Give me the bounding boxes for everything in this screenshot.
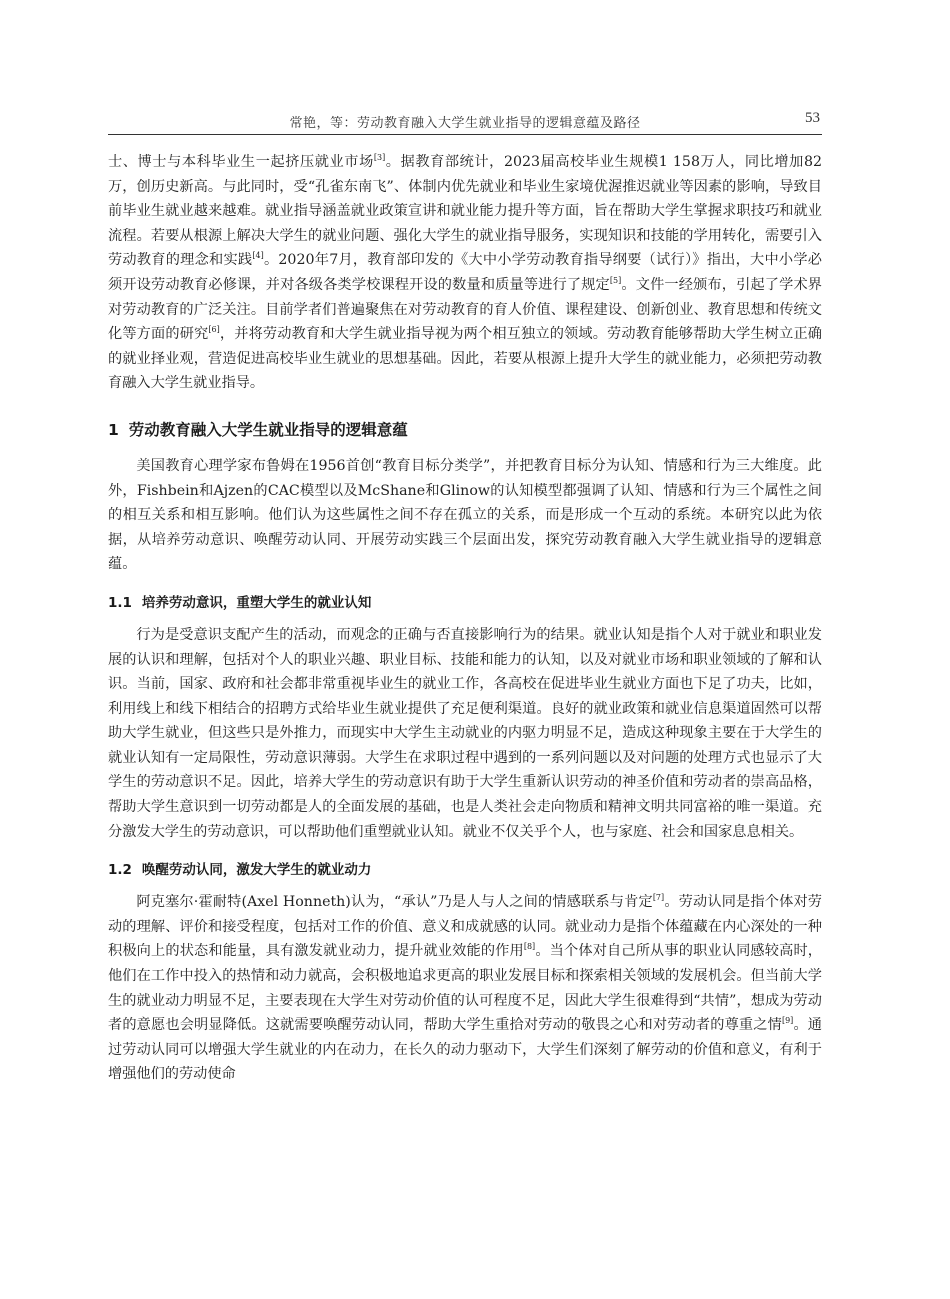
subsection-title: 培养劳动意识，重塑大学生的就业认知 bbox=[141, 594, 372, 611]
subsection-paragraph: 行为是受意识支配产生的活动，而观念的正确与否直接影响行为的结果。就业认知是指个人对于就业和职业发展的认识和理解，包括对个人的职业兴趣、职业目标、技能和能力的认知，以及对就业市场和职业领域的了解和认识。当前，国家、政府和社会都非常重视毕业生的就业工作，各高校在促进毕业生就业方面也下足了功夫，比如，利用线上和线下相结合的招聘方式给毕业生就业提供了充足便利渠道。良好的就业政策和就业信息渠道固然可以帮助大学生就业，但这些只是外推力，而现实中大学生主动就业的内驱力明显不足，造成这种现象主要在于大学生的就业认知有一定局限性，劳动意识薄弱。大学生在求职过程中遇到的一系列问题以及对问题的处理方式也显示了大学生的劳动意识不足。因此，培养大学生的劳动意识有助于大学生重新认识劳动的神圣价值和劳动者的崇高品格，帮助大学生意识到一切劳动都是人的全面发展的基础，也是人类社会走向物质和精神文明共同富裕的唯一渠道。充分激发大学生的劳动意识，可以帮助他们重塑就业认知。就业不仅关乎个人，也与家庭、社会和国家息息相关。 bbox=[108, 626, 822, 840]
text-run: 。通过劳动认同可以增强大学生就业的内在动力，在长久的动力驱动下，大学生们深刻了解劳动的价值和意义，有利于增强他们的劳动使命 bbox=[108, 1017, 822, 1083]
section-number: 1 bbox=[108, 420, 119, 439]
citation-ref: [9] bbox=[781, 1016, 794, 1026]
text-run: 。2020年7月，教育部印发的《大中小学劳动教育指导纲要（试行）》指出，大中小学必须开设劳动教育必修课，并对各级各类学校课程开设的数量和质量等进行了规定 bbox=[108, 252, 822, 293]
article-body bbox=[108, 150, 822, 1087]
citation-ref: [6] bbox=[208, 325, 220, 335]
citation-ref: [5] bbox=[609, 275, 622, 285]
subsection-number: 1.2 bbox=[108, 862, 132, 879]
text-run: 士、博士与本科毕业生一起挤压就业市场 bbox=[108, 154, 374, 170]
subsection-heading bbox=[108, 858, 822, 882]
intro-paragraph bbox=[108, 150, 822, 396]
text-run: ，并将劳动教育和大学生就业指导视为两个相互独立的领域。劳动教育能够帮助大学生树立正确的就业择业观，营造促进高校毕业生就业的思想基础。因此，若要从根源上提升大学生的就业能力，必须把劳动教育融入大学生就业指导。 bbox=[108, 326, 822, 392]
text-run: 阿克塞尔·霍耐特(Axel Honneth)认为，“承认”乃是人与人之间的情感联系与肯定 bbox=[136, 894, 653, 911]
page-number: 53 bbox=[805, 110, 820, 126]
text-run: 。据教育部统计，2023届高校毕业生规模1 158万人，同比增加82万，创历史新高。与此同时，受“孔雀东南飞”、体制内优先就业和毕业生家境优渥推迟就业等因素的影响，导致目前毕业生就业越来越难。就业指导涵盖就业政策宣讲和就业能力提升等方面，旨在帮助大学生掌握求职技巧和就业流程。若要从根源上解决大学生的就业问题、强化大学生的就业指导服务，实现知识和技能的学用转化，需要引入劳动教育的理念和实践 bbox=[108, 154, 822, 269]
section-title: 劳动教育融入大学生就业指导的逻辑意蕴 bbox=[128, 420, 408, 439]
subsection-title: 唤醒劳动认同，激发大学生的就业动力 bbox=[141, 862, 372, 879]
running-header bbox=[108, 100, 822, 135]
citation-ref: [8] bbox=[523, 942, 536, 952]
citation-ref: [7] bbox=[652, 893, 665, 903]
running-title: 常艳，等：劳动教育融入大学生就业指导的逻辑意蕴及路径 bbox=[289, 116, 641, 131]
subsection-paragraph bbox=[108, 890, 822, 1087]
text-run: 。当个体对自己所从事的职业认同感较高时，他们在工作中投入的热情和动力就高，会积极地追求更高的职业发展目标和探索相关领域的发展机会。但当前大学生的就业动力明显不足，主要表现在大学生对劳动价值的认可程度不足，因此大学生很难得到“共情”，想成为劳动者的意愿也会明显降低。这就需要唤醒劳动认同，帮助大学生重拾对劳动的敬畏之心和对劳动者的尊重之情 bbox=[108, 943, 822, 1034]
section-heading bbox=[108, 418, 822, 442]
text-run: 。劳动认同是指个体对劳动的理解、评价和接受程度，包括对工作的价值、意义和成就感的认同。就业动力是指个体蕴藏在内心深处的一种积极向上的状态和能量，具有激发就业动力，提升就业效能的作用 bbox=[108, 894, 822, 960]
citation-ref: [4] bbox=[252, 251, 264, 261]
text-run: 。文件一经颁布，引起了学术界对劳动教育的广泛关注。目前学者们普遍聚焦在对劳动教育的育人价值、课程建设、创新创业、教育思想和传统文化等方面的研究 bbox=[108, 276, 822, 343]
citation-ref: [3] bbox=[373, 153, 386, 162]
subsection-number: 1.1 bbox=[108, 594, 132, 611]
section-paragraph: 美国教育心理学家布鲁姆在1956首创“教育目标分类学”，并把教育目标分为认知、情感和行为三大维度。此外，Fishbein和Ajzen的CAC模型以及McShane和Glinow的认知模型都强调了认知、情感和行为三个属性之间的相互关系和相互影响。他们认为这些属性之间不存在孤立的关系，而是形成一个互动的系统。本研究以此为依据，从培养劳动意识、唤醒劳动认同、开展劳动实践三个层面出发，探究劳动教育融入大学生就业指导的逻辑意蕴。 bbox=[108, 457, 822, 573]
subsection-heading bbox=[108, 591, 822, 615]
